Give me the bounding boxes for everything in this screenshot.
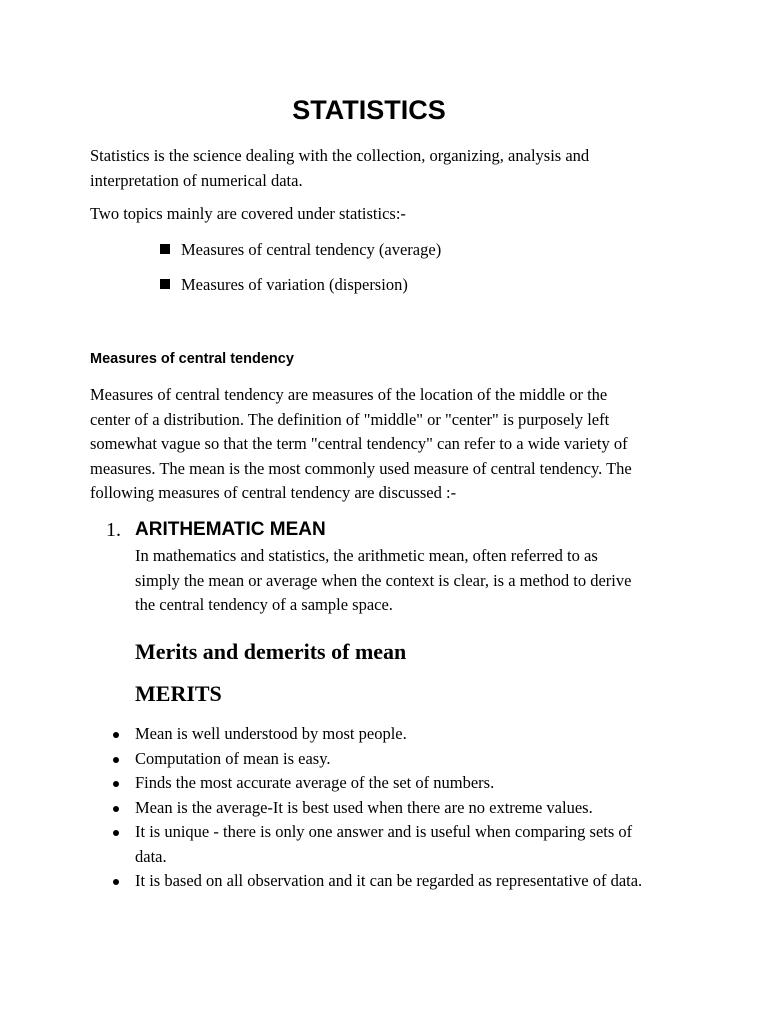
- list-item: Mean is the average-It is best used when there are no extreme values.: [0, 796, 700, 821]
- square-bullet-icon: [160, 244, 170, 254]
- topics-intro-text: Two topics mainly are covered under statistics:-: [90, 204, 406, 223]
- topic-list-item: [160, 273, 680, 298]
- topic-label: Measures of central tendency (average): [181, 240, 442, 259]
- list-item: Finds the most accurate average of the set of numbers.: [0, 771, 700, 796]
- bullet-dot-icon: [113, 830, 119, 836]
- central-tendency-paragraph: [90, 383, 680, 506]
- paragraph-line: simply the mean or average when the context is clear, is a method to derive: [135, 570, 632, 590]
- list-item: It is based on all observation and it can be regarded as representative of data.: [0, 869, 700, 894]
- topic-label: Measures of variation (dispersion): [181, 275, 408, 294]
- paragraph-line: somewhat vague so that the term "central tendency" can refer to a wide variety of: [90, 434, 628, 453]
- merits-demerits-heading: Merits and demerits of mean: [135, 639, 407, 664]
- bullet-dot-icon: [113, 781, 119, 787]
- section-heading-central-tendency: Measures of central tendency: [90, 351, 294, 367]
- paragraph-line: center of a distribution. The definition of "middle" or "center" is purposely left: [90, 409, 610, 429]
- paragraph-line: following measures of central tendency are discussed :-: [90, 483, 457, 502]
- bullet-dot-icon: [113, 732, 119, 738]
- intro-line: interpretation of numerical data.: [90, 170, 303, 190]
- paragraph-line: the central tendency of a sample space.: [135, 595, 393, 614]
- list-item: It is unique - there is only one answer and is useful when comparing sets of data.: [0, 820, 700, 869]
- bullet-dot-icon: [113, 806, 119, 812]
- intro-line: Statistics is the science dealing with the collection, organizing, analysis and: [90, 146, 590, 165]
- paragraph-line: measures. The mean is the most commonly used measure of central tendency. The: [90, 458, 632, 478]
- merits-list: [0, 722, 700, 894]
- list-item: Mean is well understood by most people.: [0, 722, 700, 747]
- intro-paragraph: [90, 144, 690, 193]
- bullet-dot-icon: [113, 757, 119, 763]
- square-bullet-icon: [160, 279, 170, 289]
- merits-heading: MERITS: [135, 681, 222, 706]
- topic-list-item: [160, 238, 680, 263]
- bullet-dot-icon: [113, 879, 119, 885]
- paragraph-line: Measures of central tendency are measures of the location of the middle or the: [90, 385, 608, 404]
- arithmetic-mean-paragraph: [135, 544, 680, 618]
- paragraph-line: In mathematics and statistics, the arithmetic mean, often referred to as: [135, 546, 598, 565]
- list-number: 1.: [106, 519, 121, 541]
- page-title: STATISTICS: [292, 95, 446, 125]
- section-heading-arithmetic-mean: ARITHEMATIC MEAN: [135, 519, 326, 540]
- list-item: Computation of mean is easy.: [0, 747, 700, 772]
